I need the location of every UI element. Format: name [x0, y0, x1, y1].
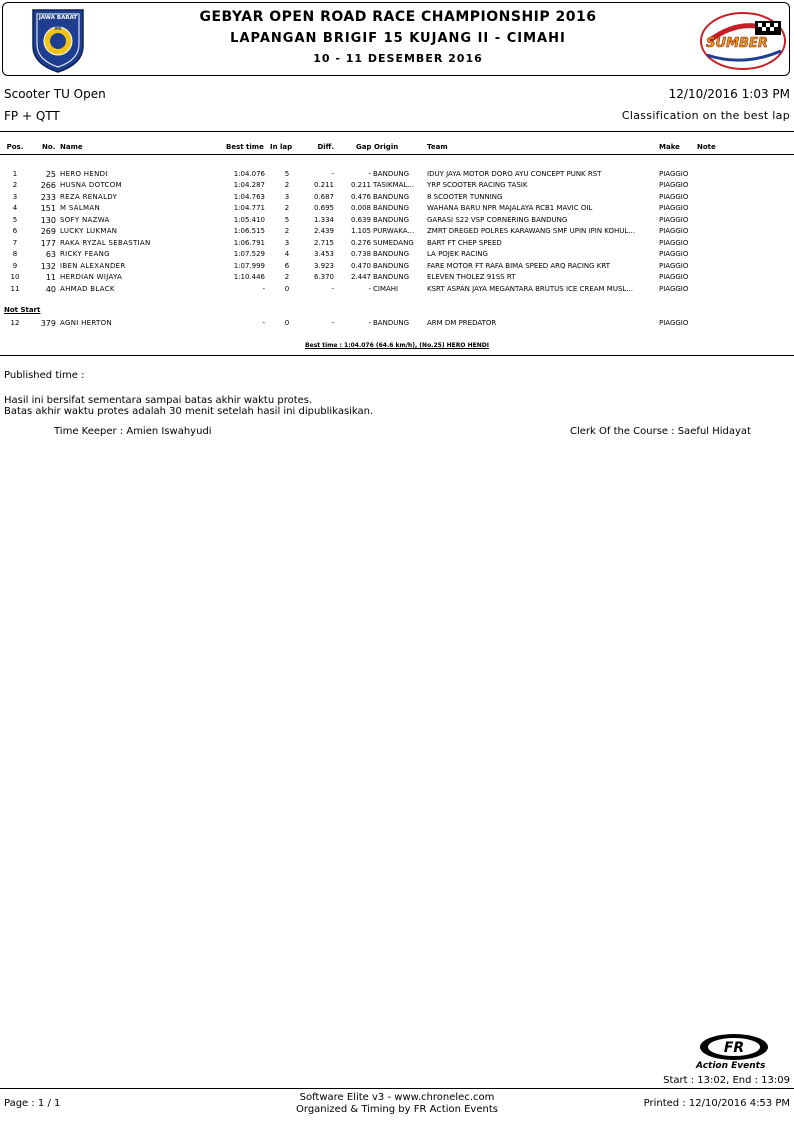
result-pos: 10: [10, 273, 20, 282]
result-gap: 0.738: [350, 250, 371, 259]
result-make: PIAGGIO: [659, 319, 689, 327]
result-in-lap: 3: [284, 192, 290, 201]
result-gap: 0.470: [350, 261, 371, 270]
fr-logo-caption: Action Events: [696, 1061, 766, 1071]
result-diff: 0.687: [313, 192, 334, 201]
result-row: [0, 272, 794, 283]
event-title: GEBYAR OPEN ROAD RACE CHAMPIONSHIP 2016: [199, 9, 597, 25]
result-row: [0, 226, 794, 237]
result-number: 266: [40, 181, 56, 191]
result-diff: 0.695: [313, 204, 334, 213]
result-pos: 7: [12, 238, 18, 247]
event-date: 10 - 11 DESEMBER 2016: [313, 52, 483, 65]
result-pos: 9: [12, 261, 18, 270]
result-rider-name: SOFY NAZWA: [60, 215, 110, 224]
result-in-lap: 0: [284, 284, 290, 293]
result-number: 63: [45, 250, 56, 260]
result-origin: BANDUNG: [373, 273, 410, 282]
result-number: 233: [40, 192, 56, 202]
result-team: KSRT ASPAN JAYA MEGANTARA BRUTUS ICE CREAM MUSL...: [427, 284, 633, 293]
col-name: Name: [60, 143, 83, 151]
event-banner: [2, 2, 790, 76]
result-gap: 1.105: [350, 227, 371, 236]
result-rider-name: IBEN ALEXANDER: [60, 261, 126, 270]
imi-jawa-barat-logo: [29, 6, 87, 74]
result-diff: 0.211: [313, 181, 334, 190]
result-number: 11: [45, 273, 56, 283]
result-in-lap: 4: [284, 250, 290, 259]
result-best-time: 1:04.771: [233, 204, 265, 213]
result-row: [0, 249, 794, 260]
result-best-time: 1:06.791: [233, 238, 265, 247]
result-make: PIAGGIO: [659, 181, 689, 190]
result-pos: 6: [12, 227, 18, 236]
result-make: PIAGGIO: [659, 170, 689, 178]
provisional-note: Hasil ini bersifat sementara sampai batas akhir waktu protes.: [4, 395, 313, 406]
result-best-time: 1:07.999: [233, 261, 265, 270]
svg-text:SUMBER: SUMBER: [706, 36, 768, 51]
result-team: WAHANA BARU NPR MAJALAYA RCB1 MAVIC OIL: [427, 204, 593, 213]
organizer-credit: Organized & Timing by FR Action Events: [296, 1104, 498, 1115]
col-no: No.: [42, 143, 56, 151]
event-venue: LAPANGAN BRIGIF 15 KUJANG II - CIMAHI: [230, 31, 566, 46]
result-pos: 3: [12, 192, 18, 201]
result-row: [0, 238, 794, 249]
result-make: PIAGGIO: [659, 284, 689, 293]
result-rider-name: RAKA RYZAL SEBASTIAN: [60, 238, 151, 247]
result-gap: -: [368, 170, 371, 178]
result-gap: -: [368, 319, 371, 327]
result-pos: 11: [10, 284, 20, 293]
col-diff: Diff.: [317, 143, 334, 151]
result-number: 40: [45, 284, 56, 294]
result-in-lap: 2: [284, 273, 290, 282]
result-gap: 0.476: [350, 192, 371, 201]
result-gap: 0.211: [350, 181, 371, 190]
classification-type: Classification on the best lap: [621, 109, 790, 122]
result-diff: 2.439: [313, 227, 334, 236]
result-in-lap: 5: [284, 215, 290, 224]
columns-divider: [0, 154, 794, 155]
result-diff: -: [331, 284, 334, 293]
result-pos: 1: [12, 170, 18, 178]
result-pos: 4: [12, 204, 18, 213]
result-best-time: 1:10.446: [233, 273, 265, 282]
result-origin: BANDUNG: [373, 192, 410, 201]
result-origin: BANDUNG: [373, 250, 410, 259]
result-gap: 2.447: [350, 273, 371, 282]
col-origin: Origin: [374, 143, 399, 151]
result-pos: 2: [12, 181, 18, 190]
result-team: BART FT CHEP SPEED: [427, 238, 502, 247]
result-origin: BANDUNG: [373, 215, 410, 224]
result-origin: BANDUNG: [373, 204, 410, 213]
result-row: [0, 215, 794, 226]
result-in-lap: 2: [284, 227, 290, 236]
results-column-headers: [0, 141, 794, 154]
result-number: 25: [45, 170, 56, 179]
result-in-lap: 3: [284, 238, 290, 247]
result-row: [0, 169, 794, 180]
session-name: FP + QTT: [4, 109, 60, 123]
printed-time: Printed : 12/10/2016 4:53 PM: [643, 1098, 790, 1109]
result-diff: -: [331, 170, 334, 178]
result-best-time: -: [262, 284, 265, 293]
result-origin: CIMAHI: [373, 284, 399, 293]
result-team: ZMRT DREGED POLRES KARAWANG SMF UPIN IPIN KOHUL...: [427, 227, 635, 236]
result-best-time: 1:04.076: [233, 170, 265, 178]
result-origin: BANDUNG: [373, 319, 410, 327]
result-diff: 3.923: [313, 261, 334, 270]
result-best-time: 1:06.515: [233, 227, 265, 236]
time-keeper: Time Keeper : Amien Iswahyudi: [54, 426, 212, 437]
best-time-summary: Best time : 1:04.076 (64.6 km/h), (No.25) HERO HENDI: [305, 342, 489, 349]
result-origin: BANDUNG: [373, 261, 410, 270]
col-in-lap: In lap: [270, 143, 292, 151]
result-team: GARASI S22 VSP CORNERING BANDUNG: [427, 215, 568, 224]
col-gap: Gap: [356, 143, 372, 151]
result-in-lap: 2: [284, 204, 290, 213]
result-row: [0, 318, 794, 329]
class-name: Scooter TU Open: [4, 87, 106, 101]
svg-text:FR: FR: [723, 1040, 745, 1056]
result-origin: BANDUNG: [373, 170, 410, 178]
result-team: YRP SCOOTER RACING TASIK: [427, 181, 528, 190]
result-rider-name: M SALMAN: [60, 204, 100, 213]
result-origin: SUMEDANG: [373, 238, 414, 247]
result-best-time: 1:04.287: [233, 181, 265, 190]
result-rider-name: AGNI HERTON: [60, 319, 112, 327]
result-rider-name: LUCKY LUKMAN: [60, 227, 118, 236]
result-rider-name: HERDIAN WIJAYA: [60, 273, 123, 282]
result-in-lap: 0: [284, 319, 290, 327]
result-rider-name: HUSNA DOTCOM: [60, 181, 122, 190]
result-number: 130: [40, 215, 56, 225]
result-gap: 0.008: [350, 204, 371, 213]
result-number: 151: [40, 204, 56, 214]
result-best-time: 1:07.529: [233, 250, 265, 259]
result-team: ELEVEN THOLEZ 91SS RT: [427, 273, 516, 282]
svg-text:JAWA BARAT: JAWA BARAT: [38, 15, 78, 21]
page-number: Page : 1 / 1: [4, 1098, 61, 1109]
result-make: PIAGGIO: [659, 261, 689, 270]
result-rider-name: HERO HENDI: [60, 170, 108, 178]
result-in-lap: 6: [284, 261, 290, 270]
result-pos: 12: [10, 319, 20, 327]
result-origin: TASIKMAL...: [373, 181, 415, 190]
result-origin: PURWAKA...: [373, 227, 415, 236]
header-divider: [0, 131, 794, 132]
result-rider-name: REZA RENALDY: [60, 192, 118, 201]
result-row: [0, 203, 794, 214]
result-row: [0, 261, 794, 272]
clerk-of-course: Clerk Of the Course : Saeful Hidayat: [570, 426, 751, 437]
result-diff: 3.453: [313, 250, 334, 259]
result-team: ARM DM PREDATOR: [427, 319, 497, 327]
col-pos: Pos.: [6, 143, 24, 151]
result-row: [0, 192, 794, 203]
col-best-time: Best time: [226, 143, 264, 151]
result-make: PIAGGIO: [659, 215, 689, 224]
result-team: FARE MOTOR FT RAFA BIMA SPEED ARQ RACING KRT: [427, 261, 611, 270]
result-row: [0, 284, 794, 295]
result-diff: 2.715: [313, 238, 334, 247]
result-number: 269: [40, 227, 56, 237]
start-end-time: Start : 13:02, End : 13:09: [663, 1075, 790, 1086]
result-number: 132: [40, 261, 56, 271]
protest-note: Batas akhir waktu protes adalah 30 menit setelah hasil ini dipublikasikan.: [4, 406, 374, 417]
result-team: LA POJEK RACING: [427, 250, 488, 259]
col-team: Team: [427, 143, 448, 151]
result-make: PIAGGIO: [659, 204, 689, 213]
footer-divider: [0, 1088, 794, 1089]
report-datetime: 12/10/2016 1:03 PM: [668, 87, 790, 101]
software-credit: Software Elite v3 - www.chronelec.com: [299, 1092, 495, 1103]
result-gap: 0.276: [350, 238, 371, 247]
result-team: 8 SCOOTER TUNNING: [427, 192, 503, 201]
result-pos: 8: [12, 250, 18, 259]
result-number: 177: [40, 238, 56, 248]
result-make: PIAGGIO: [659, 227, 689, 236]
result-pos: 5: [12, 215, 18, 224]
col-make: Make: [659, 143, 680, 151]
result-make: PIAGGIO: [659, 238, 689, 247]
result-diff: 6.370: [313, 273, 334, 282]
result-best-time: 1:04.763: [233, 192, 265, 201]
result-rider-name: RICKY FEANG: [60, 250, 110, 259]
result-in-lap: 5: [284, 170, 290, 178]
result-rider-name: AHMAD BLACK: [60, 284, 115, 293]
not-start-label: Not Start: [4, 306, 41, 314]
result-diff: 1.334: [313, 215, 334, 224]
result-gap: -: [368, 284, 371, 293]
result-in-lap: 2: [284, 181, 290, 190]
result-best-time: 1:05.410: [233, 215, 265, 224]
published-time: Published time :: [4, 370, 85, 381]
result-best-time: -: [262, 319, 265, 327]
result-team: IDUY JAYA MOTOR DORO AYU CONCEPT PUNK RST: [427, 170, 602, 178]
result-row: [0, 180, 794, 191]
result-make: PIAGGIO: [659, 250, 689, 259]
result-make: PIAGGIO: [659, 273, 689, 282]
sumber-sponsor-logo: [699, 11, 787, 71]
col-note: Note: [697, 143, 716, 151]
result-gap: 0.639: [350, 215, 371, 224]
result-number: 379: [40, 319, 56, 328]
result-make: PIAGGIO: [659, 192, 689, 201]
svg-text:IMI: IMI: [54, 26, 62, 31]
results-end-divider: [0, 355, 794, 356]
result-diff: -: [331, 319, 334, 327]
